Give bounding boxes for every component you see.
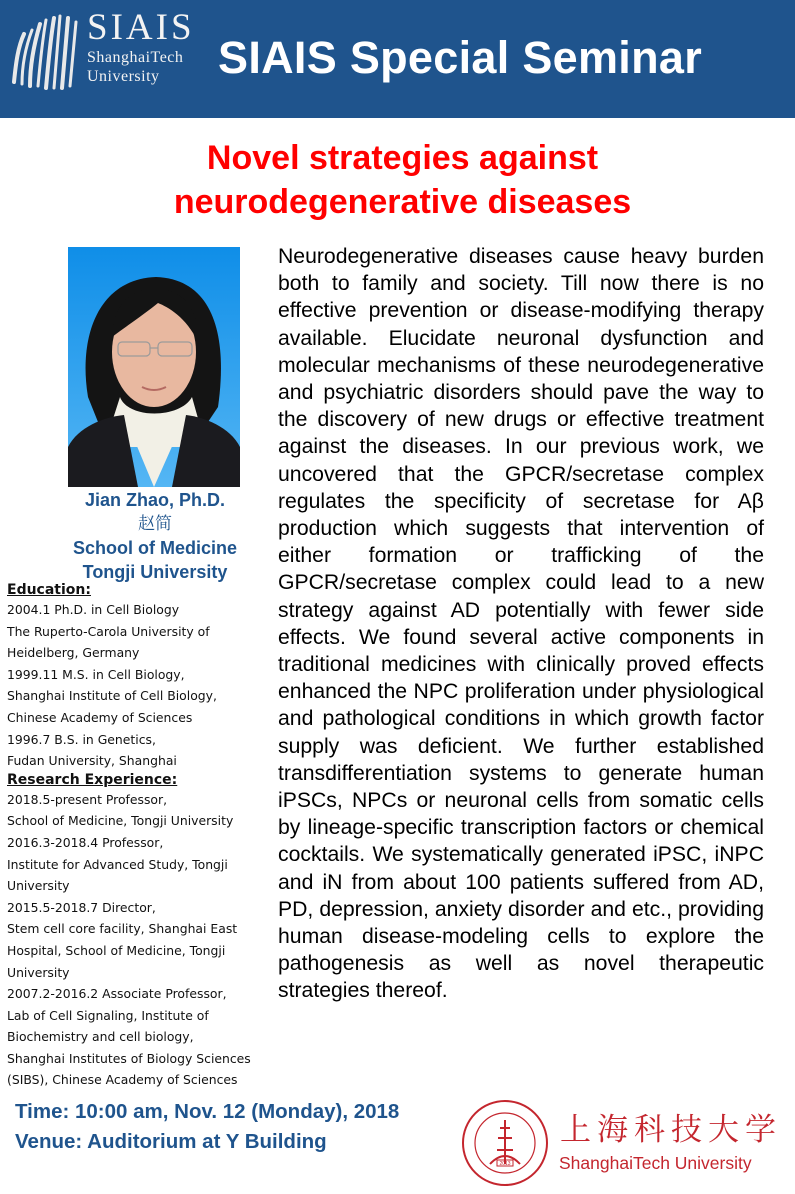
- talk-title-line-2: neurodegenerative diseases: [173, 183, 632, 221]
- university-name-english: ShanghaiTech University: [559, 1153, 752, 1173]
- education-line: Fudan University, Shanghai: [7, 753, 177, 769]
- research-line: Lab of Cell Signaling, Institute of: [7, 1007, 209, 1023]
- research-line: 2007.2-2016.2 Associate Professor,: [7, 986, 227, 1002]
- education-line: 2004.1 Ph.D. in Cell Biology: [7, 602, 180, 617]
- seminar-series-title: SIAIS Special Seminar: [218, 32, 703, 83]
- research-line: 2015.5-2018.7 Director,: [7, 899, 156, 915]
- education-line: 1999.11 M.S. in Cell Biology,: [7, 666, 185, 682]
- event-venue: Venue: Auditorium at Y Building: [15, 1130, 327, 1153]
- seal-year: 2013: [499, 1161, 511, 1167]
- speaker-name-chinese: 赵简: [138, 514, 172, 534]
- logo-subtitle-2: University: [87, 68, 160, 85]
- talk-abstract: Neurodegenerative diseases cause heavy burden both to family and society. Till now there is no effective prevention or disease-modifying therapy available. Elucidate neuronal dysfunction and molecular mechanisms of these neurodegenerative and psychiatric disorders should pave the way to the discovery of new drugs or effective treatment against the diseases. In our previous work, we uncovered that the GPCR/secretase complex regulates the specificity of secretase for Aβ production which suggests that intervention of either formation or trafficking of the GPCR/secretase complex could lead to a new strategy against AD potentially with fewer side effects. We found several active components in traditional medicines with clinically proved effects enhanced the NPC proliferation under physiological and pathological conditions in which growth factor supply was deficient. We further established transdifferentiation systems to generate human iPSCs, NPCs or neuronal cells from somatic cells by lineage-specific transcription factors or chemical cocktails. We systematically generated iPSC, iNPC and iN from about 100 patients suffered from AD, PD, depression, anxiety disorder and etc., providing human disease-modeling cells to explore the pathogenesis as well as novel therapeutic strategies thereof.: [278, 245, 764, 1003]
- education-list: [7, 599, 275, 772]
- event-details: [15, 1097, 399, 1157]
- university-name-chinese: 上海科技大学: [560, 1112, 782, 1148]
- education-heading: Education:: [7, 582, 91, 598]
- education-line: Shanghai Institute of Cell Biology,: [7, 688, 217, 704]
- research-line: 2018.5-present Professor,: [7, 791, 168, 807]
- research-line: University: [7, 964, 70, 980]
- header-banner: [0, 0, 795, 118]
- research-line: (SIBS), Chinese Academy of Sciences: [7, 1072, 238, 1088]
- education-line: Heidelberg, Germany: [7, 645, 140, 661]
- logo-subtitle-1: ShanghaiTech: [87, 49, 184, 66]
- research-line: Stem cell core facility, Shanghai East: [7, 921, 238, 937]
- research-line: Biochemistry and cell biology,: [7, 1029, 194, 1045]
- research-line: 2016.3-2018.4 Professor,: [7, 834, 164, 850]
- logo-name: SIAIS: [87, 7, 195, 48]
- research-line: Institute for Advanced Study, Tongji: [7, 856, 228, 872]
- speaker-info: [40, 488, 270, 584]
- speaker-name: Jian Zhao, Ph.D.: [84, 490, 226, 510]
- research-line: Hospital, School of Medicine, Tongji: [7, 942, 226, 958]
- siais-logo-text: [87, 8, 195, 86]
- education-line: 1996.7 B.S. in Genetics,: [7, 731, 156, 747]
- education-line: Chinese Academy of Sciences: [7, 709, 193, 725]
- speaker-affiliation-1: School of Medicine: [72, 538, 237, 558]
- talk-title: [0, 136, 795, 224]
- speaker-photo: [68, 247, 240, 487]
- research-line: School of Medicine, Tongji University: [7, 813, 234, 829]
- research-line: University: [7, 878, 70, 894]
- research-heading: Research Experience:: [7, 771, 178, 788]
- siais-logo-icon: [10, 12, 80, 90]
- speaker-cv: [7, 582, 275, 1091]
- research-list: [7, 789, 275, 1091]
- event-time: Time: 10:00 am, Nov. 12 (Monday), 2018: [15, 1100, 400, 1123]
- speaker-affiliation-2: Tongji University: [82, 562, 228, 582]
- talk-title-line-1: Novel strategies against: [206, 139, 599, 177]
- education-line: The Ruperto-Carola University of: [7, 623, 210, 639]
- research-line: Shanghai Institutes of Biology Sciences: [7, 1050, 251, 1066]
